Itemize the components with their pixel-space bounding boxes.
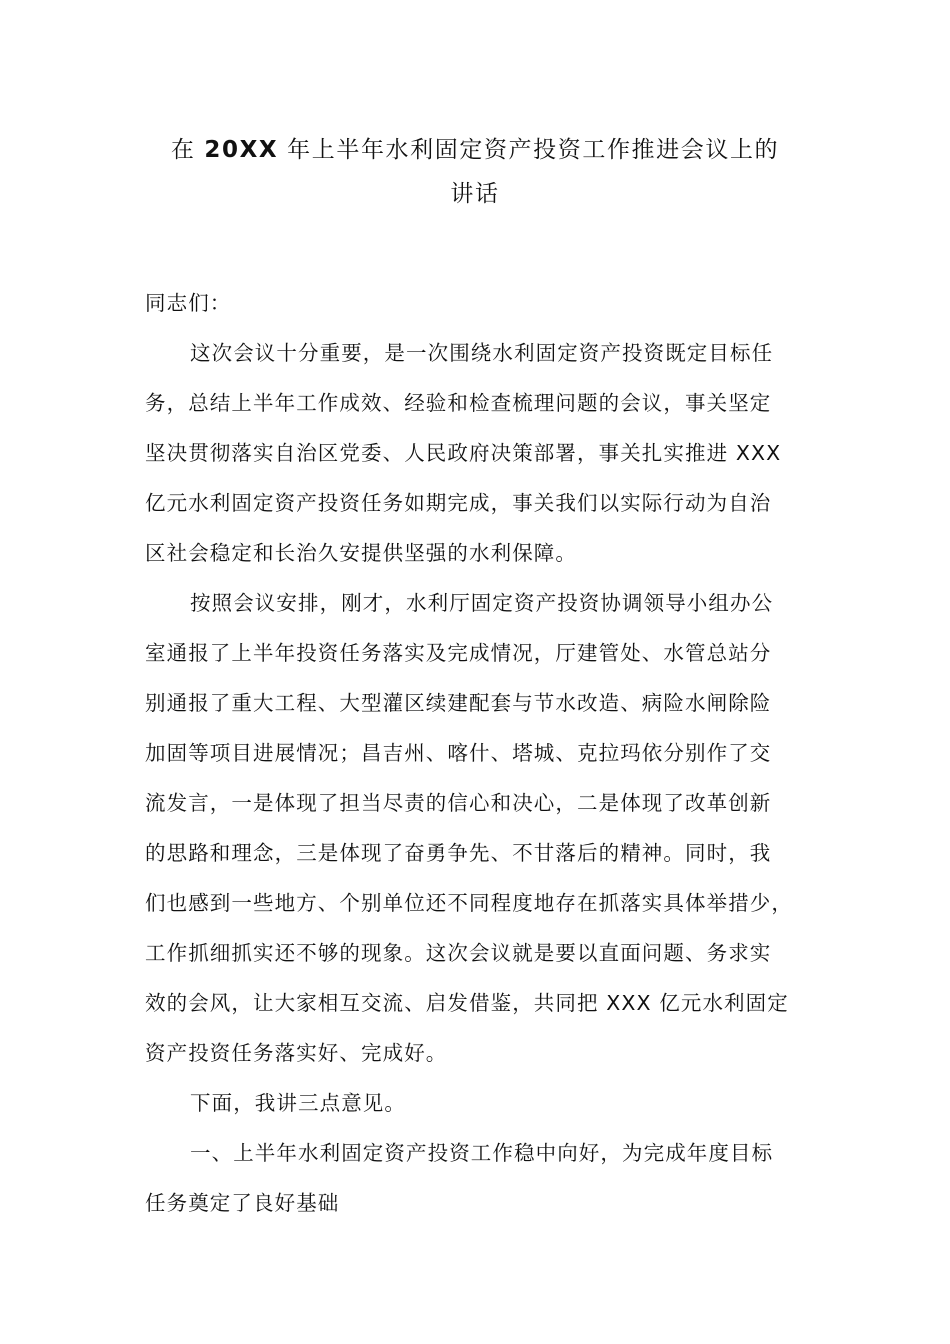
paragraph-line: 区社会稳定和长治久安提供坚强的水利保障。 xyxy=(145,541,577,565)
paragraph-line: 务，总结上半年工作成效、经验和检查梳理问题的会议，事关坚定 xyxy=(145,391,772,415)
paragraph-line: 工作抓细抓实还不够的现象。这次会议就是要以直面问题、务求实 xyxy=(145,941,772,965)
document-title xyxy=(130,128,820,216)
paragraph-line: 效的会风，让大家相互交流、启发借鉴，共同把 XXX 亿元水利固定 xyxy=(145,991,789,1015)
section-heading-line: 任务奠定了良好基础 xyxy=(145,1191,340,1215)
title-year: 20XX xyxy=(204,137,279,163)
paragraph-line: 室通报了上半年投资任务落实及完成情况，厅建管处、水管总站分 xyxy=(145,641,772,665)
paragraph-line: 资产投资任务落实好、完成好。 xyxy=(145,1041,448,1065)
paragraph-line: 加固等项目进展情况；昌吉州、喀什、塔城、克拉玛依分别作了交 xyxy=(145,741,772,765)
section-heading-line: 一、上半年水利固定资产投资工作稳中向好，为完成年度目标 xyxy=(190,1141,774,1165)
paragraph-line: 这次会议十分重要，是一次围绕水利固定资产投资既定目标任 xyxy=(190,341,774,365)
paragraph-line: 流发言，一是体现了担当尽责的信心和决心，二是体现了改革创新 xyxy=(145,791,772,815)
paragraph-line: 坚决贯彻落实自治区党委、人民政府决策部署，事关扎实推进 XXX xyxy=(145,441,782,465)
paragraph-line: 们也感到一些地方、个别单位还不同程度地存在抓落实具体举措少， xyxy=(145,891,793,915)
title-line-1 xyxy=(130,128,820,172)
paragraph-line: 别通报了重大工程、大型灌区续建配套与节水改造、病险水闸除险 xyxy=(145,691,772,715)
paragraph-line: 按照会议安排，刚才，水利厅固定资产投资协调领导小组办公 xyxy=(190,591,774,615)
paragraph-line: 的思路和理念，三是体现了奋勇争先、不甘落后的精神。同时，我 xyxy=(145,841,772,865)
salutation: 同志们： xyxy=(145,291,232,315)
paragraph-line: 亿元水利固定资产投资任务如期完成，事关我们以实际行动为自治 xyxy=(145,491,772,515)
paragraph-line: 下面，我讲三点意见。 xyxy=(190,1091,406,1115)
document-body xyxy=(145,278,817,1228)
title-prefix: 在 xyxy=(170,137,205,163)
title-line-2: 讲话 xyxy=(450,181,500,207)
title-suffix: 年上半年水利固定资产投资工作推进会议上的 xyxy=(278,137,780,163)
